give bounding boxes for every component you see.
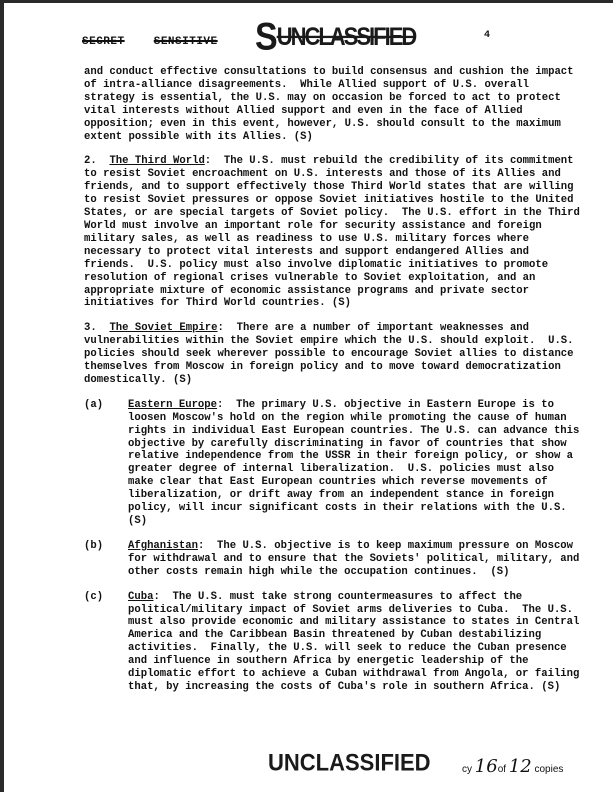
subitem-eastern-europe xyxy=(84,399,584,528)
scan-edge-top xyxy=(0,0,613,3)
document-body xyxy=(84,66,587,706)
stamp-overlay: UNCLASSIFIED xyxy=(276,21,416,51)
subitem-label: (c) xyxy=(84,590,104,603)
classification-markings xyxy=(82,36,240,48)
subitem-title-eastern-europe: Eastern Europe xyxy=(128,398,218,411)
copy-count xyxy=(462,756,563,777)
marking-sensitive: SENSITIVE xyxy=(153,36,218,48)
subitem-text xyxy=(128,540,584,579)
subitem-title-afghanistan: Afghanistan xyxy=(128,539,198,552)
paragraph-soviet-empire xyxy=(84,322,584,387)
copy-suffix: copies xyxy=(534,764,564,775)
section-title-third-world: The Third World xyxy=(109,155,205,168)
subitem-label: (b) xyxy=(84,539,104,552)
stamp-prefix: S xyxy=(255,15,277,59)
declassification-stamp-bottom: UNCLASSIFIED xyxy=(268,748,431,777)
copy-total: 12 xyxy=(508,756,532,777)
subitem-text xyxy=(128,591,584,694)
page-number: 4 xyxy=(484,30,491,41)
declassification-stamp-top xyxy=(255,15,415,60)
copy-number: 16 xyxy=(474,756,498,777)
paragraph-number: 2. xyxy=(84,155,97,168)
paragraph-number: 3. xyxy=(84,322,97,335)
subitem-body: : The U.S. objective is to keep maximum pressure on Moscow for withdrawal and to ensure that the Soviets' political, military, and other costs remain high while the occupation continues. (S) xyxy=(128,539,586,578)
paragraph-third-world xyxy=(84,155,587,310)
scan-edge-left xyxy=(0,0,4,792)
paragraph-text: : There are a number of important weaknesses and vulnerabilities within the Soviet empire which the U.S. should exploit. U.S. policies should seek wherever possible to encourage Soviet allies to distance themselves from Moscow in foreign policy and to move toward democratization domestically. (S) xyxy=(84,322,580,386)
marking-secret: SECRET xyxy=(82,36,125,48)
paragraph-text: : The U.S. must rebuild the credibility of its commitment to resist Soviet encroachment on U.S. interests and those of its Allies and friends, and to support effectively those Third World states that are willing to resist Soviet pressures or oppose Soviet initiatives hostile to the United States, or are special targets of Soviet policy. The U.S. effort in the Third World must involve an important role for security assistance and foreign military sales, as well as readiness to use U.S. military forces where necessary to protect vital interests and support endangered Allies and friends. U.S. policy must also involve diplomatic initiatives to promote resolution of regional crises vulnerable to Soviet exploitation, and an appropriate mixture of economic assistance programs and private sector initiatives for Third World countries. (S) xyxy=(84,155,587,310)
paragraph-intro: and conduct effective consultations to build consensus and cushion the impact of intra-alliance disagreements. While Allied support of U.S. overall strategy is essential, the U.S. may on occasion be forced to act to protect vital interests without Allied support and even in the face of Allied opposition; even in this event, however, U.S. should consult to the maximum extent possible with its Allies. (S) xyxy=(84,66,580,143)
subitem-body: : The primary U.S. objective in Eastern Europe is to loosen Moscow's hold on the region while promoting the cause of human rights in individual East European countries. The U.S. can advance this objective by carefully discriminating in favor of countries that show relative independence from the USSR in their foreign policy, or show a greater degree of internal liberalization. U.S. policies must also make clear that East European countries which reverse movements of liberalization, or drift away from an independent stance in foreign policy, will incur significant costs in their relations with the U.S. (S) xyxy=(128,398,586,527)
subitem-afghanistan xyxy=(84,540,584,579)
subitem-text xyxy=(128,399,584,528)
copy-of: of xyxy=(497,764,507,775)
section-title-soviet-empire: The Soviet Empire xyxy=(109,322,218,335)
copy-prefix: cy xyxy=(462,764,472,775)
subitem-cuba xyxy=(84,591,584,694)
subitem-label: (a) xyxy=(84,398,104,411)
subitem-title-cuba: Cuba xyxy=(128,590,154,603)
subitem-body: : The U.S. must take strong countermeasures to affect the political/military impact of Soviet arms deliveries to Cuba. The U.S. must also provide economic and military assistance to states in Central America and the Caribbean Basin threatened by Cuban destabilizing activities. Finally, the U.S. will seek to reduce the Cuban presence and influence in southern Africa by energetic leadership of the diplomatic effort to achieve a Cuban withdrawal from Angola, or failing that, by increasing the costs of Cuba's role in southern Africa. (S) xyxy=(128,590,586,693)
